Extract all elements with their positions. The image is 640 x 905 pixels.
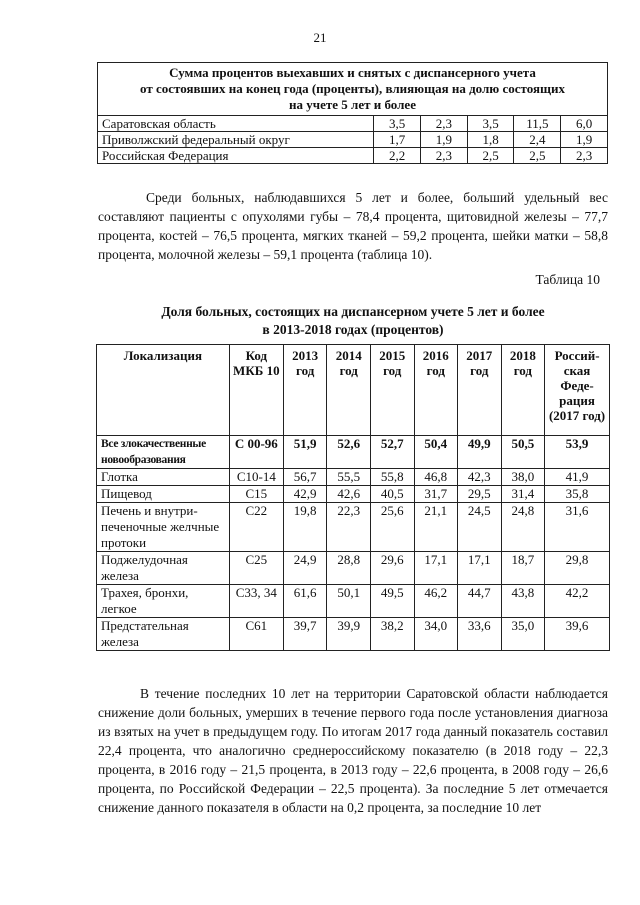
localization-cell: Поджелудочная железа — [97, 552, 230, 585]
value-cell: 35,0 — [501, 618, 545, 651]
value-cell: 49,9 — [458, 436, 502, 469]
value-cell: 40,5 — [370, 486, 414, 503]
value-cell: 38,0 — [501, 469, 545, 486]
value-cell: 17,1 — [458, 552, 502, 585]
paragraph-mortality: В течение последних 10 лет на территории Саратовской области наблюдается снижение доли больных, умерших в течение первого года после установления диагноза из взятых на учет в предыдущем году. По итогам 2017 года данный показатель составил 22,4 процента, что аналогично среднероссийскому показателю (в 2018 году – 22,3 процента, в 2016 году – 21,5 процента, в 2013 году – 22,6 процента, в 2008 году – 26,6 процента, по Российской Федерации – 22,5 процента). За последние 5 лет отмечается снижение данного показателя в области на 0,2 процента, за последние 10 лет — [98, 686, 608, 815]
value-cell: 2,3 — [420, 148, 467, 164]
value-cell: 21,1 — [414, 503, 458, 552]
value-cell: 1,9 — [420, 132, 467, 148]
value-cell: 1,8 — [467, 132, 514, 148]
value-cell: 25,6 — [370, 503, 414, 552]
value-cell: 55,5 — [327, 469, 371, 486]
value-cell: 2,3 — [561, 148, 608, 164]
header-year: 2016 год — [414, 345, 458, 436]
value-cell: 61,6 — [283, 585, 327, 618]
table-row — [98, 148, 608, 164]
value-cell: 39,9 — [327, 618, 371, 651]
header-year: 2018 год — [501, 345, 545, 436]
value-cell: 24,8 — [501, 503, 545, 552]
value-cell: 52,7 — [370, 436, 414, 469]
table2-title-line: в 2013-2018 годах (процентов) — [262, 322, 444, 337]
value-cell: 2,5 — [514, 148, 561, 164]
value-cell: 42,2 — [545, 585, 610, 618]
header-year: 2013 год — [283, 345, 327, 436]
value-cell: 2,3 — [420, 116, 467, 132]
table-row — [97, 618, 610, 651]
value-cell: 6,0 — [561, 116, 608, 132]
value-cell: 1,7 — [374, 132, 421, 148]
localization-cell: Пищевод — [97, 486, 230, 503]
table-row — [97, 436, 610, 469]
header-year: 2015 год — [370, 345, 414, 436]
value-cell: 50,5 — [501, 436, 545, 469]
value-cell: 43,8 — [501, 585, 545, 618]
table-row — [97, 469, 610, 486]
table1-caption-line: Сумма процентов выехавших и снятых с диспансерного учета — [169, 65, 536, 80]
page-number: 21 — [313, 30, 327, 45]
table1-caption-line: от состоявших на конец года (проценты), влияющая на долю состоящих — [140, 81, 565, 96]
value-cell: 44,7 — [458, 585, 502, 618]
table1-caption — [98, 63, 608, 116]
value-cell: 28,8 — [327, 552, 371, 585]
icd-code-cell: С 00-96 — [229, 436, 283, 469]
value-cell: 31,6 — [545, 503, 610, 552]
value-cell: 22,3 — [327, 503, 371, 552]
value-cell: 42,9 — [283, 486, 327, 503]
value-cell: 19,8 — [283, 503, 327, 552]
value-cell: 3,5 — [374, 116, 421, 132]
localization-cell: Предстательная железа — [97, 618, 230, 651]
header-year: 2014 год — [327, 345, 371, 436]
icd-code-cell: С15 — [229, 486, 283, 503]
value-cell: 38,2 — [370, 618, 414, 651]
value-cell: 46,2 — [414, 585, 458, 618]
table-row — [98, 116, 608, 132]
region-name: Саратовская область — [98, 116, 374, 132]
header-row — [97, 345, 610, 436]
value-cell: 42,3 — [458, 469, 502, 486]
value-cell: 2,5 — [467, 148, 514, 164]
icd-code-cell: С61 — [229, 618, 283, 651]
value-cell: 55,8 — [370, 469, 414, 486]
icd-code-cell: С25 — [229, 552, 283, 585]
value-cell: 51,9 — [283, 436, 327, 469]
value-cell: 2,4 — [514, 132, 561, 148]
localization-cell: Глотка — [97, 469, 230, 486]
value-cell: 53,9 — [545, 436, 610, 469]
value-cell: 56,7 — [283, 469, 327, 486]
table2-title-line: Доля больных, состоящих на диспансерном учете 5 лет и более — [161, 304, 545, 319]
table-row — [97, 503, 610, 552]
localization-cell: Трахея, бронхи, легкое — [97, 585, 230, 618]
value-cell: 3,5 — [467, 116, 514, 132]
table2-title — [98, 303, 608, 339]
value-cell: 24,5 — [458, 503, 502, 552]
table-row — [98, 132, 608, 148]
region-name: Приволжский федеральный округ — [98, 132, 374, 148]
icd-code-cell: С10-14 — [229, 469, 283, 486]
paragraph-patients-share: Среди больных, наблюдавшихся 5 лет и более, больший удельный вес составляют пациенты с опухолями губы – 78,4 процента, щитовидной железы – 77,7 процента, костей – 76,5 процента, мягких тканей – 59,2 процента, шейки матки – 58,8 процента, молочной железы – 59,1 процента (таблица 10). — [98, 190, 608, 262]
value-cell: 41,9 — [545, 469, 610, 486]
value-cell: 34,0 — [414, 618, 458, 651]
value-cell: 31,7 — [414, 486, 458, 503]
value-cell: 29,5 — [458, 486, 502, 503]
value-cell: 11,5 — [514, 116, 561, 132]
value-cell: 39,7 — [283, 618, 327, 651]
value-cell: 42,6 — [327, 486, 371, 503]
dispensary-share-table — [96, 344, 610, 651]
table1-caption-line: на учете 5 лет и более — [289, 97, 416, 112]
value-cell: 24,9 — [283, 552, 327, 585]
value-cell: 2,2 — [374, 148, 421, 164]
header-localization: Локализация — [97, 345, 230, 436]
header-year: 2017 год — [458, 345, 502, 436]
table-row — [97, 552, 610, 585]
value-cell: 1,9 — [561, 132, 608, 148]
value-cell: 29,6 — [370, 552, 414, 585]
localization-cell: Печень и внутри-печеночные желчные протоки — [97, 503, 230, 552]
withdrawn-percent-table — [97, 62, 608, 164]
icd-code-cell: С22 — [229, 503, 283, 552]
value-cell: 46,8 — [414, 469, 458, 486]
table-number: Таблица 10 — [535, 272, 600, 287]
value-cell: 52,6 — [327, 436, 371, 469]
value-cell: 29,8 — [545, 552, 610, 585]
header-icd-code: Код МКБ 10 — [229, 345, 283, 436]
value-cell: 17,1 — [414, 552, 458, 585]
header-russia: Россий-ская Феде-рация (2017 год) — [545, 345, 610, 436]
region-name: Российская Федерация — [98, 148, 374, 164]
value-cell: 18,7 — [501, 552, 545, 585]
icd-code-cell: С33, 34 — [229, 585, 283, 618]
table-row — [97, 486, 610, 503]
table-row — [97, 585, 610, 618]
value-cell: 33,6 — [458, 618, 502, 651]
value-cell: 39,6 — [545, 618, 610, 651]
value-cell: 31,4 — [501, 486, 545, 503]
value-cell: 35,8 — [545, 486, 610, 503]
value-cell: 49,5 — [370, 585, 414, 618]
value-cell: 50,4 — [414, 436, 458, 469]
localization-cell: Все злокачественные новообразования — [97, 436, 230, 469]
value-cell: 50,1 — [327, 585, 371, 618]
